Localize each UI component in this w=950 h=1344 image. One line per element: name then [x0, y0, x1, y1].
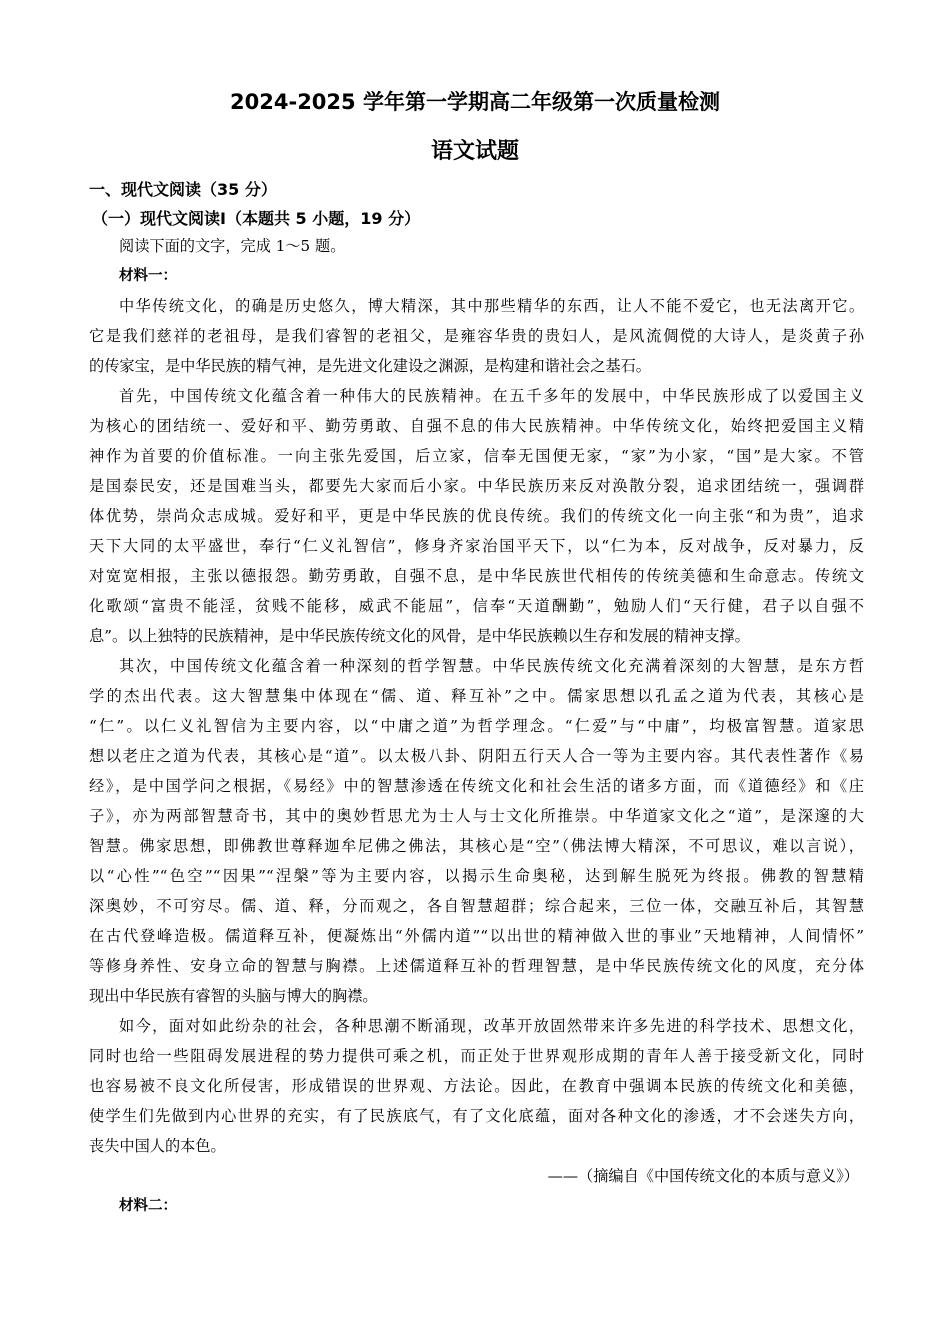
paragraph-line: 首先，中国传统文化蕴含着一种伟大的民族精神。在五千多年的发展中，中华民族形成了以爱国主义	[119, 387, 864, 405]
paragraph-line: 经》，是中国学问之根据，《易经》中的智慧渗透在传统文化和社会生活的诸多方面，而《道德经》和《庄	[89, 777, 864, 795]
material-one-label: 材料一：	[119, 268, 177, 284]
paragraph-line: 息”。以上独特的民族精神，是中华民族传统文化的风骨，是中华民族赖以生存和发展的精神支撑。	[89, 627, 750, 645]
paragraph-line: 等修身养性、安身立命的智慧与胸襟。上述儒道释互补的哲理智慧，是中华民族传统文化的风度，充分体	[89, 957, 864, 975]
paragraph-line: 是国泰民安，还是国难当头，都要先大家而后小家。中华民族历来反对涣散分裂，追求团结统一，强调群	[89, 477, 864, 495]
paragraph-line: 对宽宽相报，主张以德报怨。勤劳勇敢，自强不息，是中华民族世代相传的传统美德和生命意志。传统文	[89, 567, 864, 585]
paragraph-line: 在古代登峰造极。儒道释互补，便凝炼出“外儒内道”“以出世的精神做入世的事业”天地精神，人间情怀”	[89, 927, 864, 945]
paragraph-line: 同时也给一些阻碍发展进程的势力提供可乘之机，而正处于世界观形成期的青年人善于接受新文化，同时	[89, 1047, 864, 1065]
section-heading: 一、现代文阅读（35 分）	[89, 180, 277, 199]
material-two-label: 材料二：	[119, 1198, 177, 1214]
subsection-heading: （一）现代文阅读Ⅰ（本题共 5 小题，19 分）	[92, 209, 421, 228]
paragraph-line: 化歌颂“富贵不能淫，贫贱不能移，威武不能屈”，信奉“天道酬勤”，勉励人们“天行健，君子以自强不	[89, 597, 864, 615]
paragraph-line: 也容易被不良文化所侵害，形成错误的世界观、方法论。因此，在教育中强调本民族的传统文化和美德，	[89, 1077, 864, 1095]
paragraph-line: 丧失中国人的本色。	[89, 1137, 226, 1155]
paragraph-line: 现出中华民族有睿智的头脑与博大的胸襟。	[89, 987, 378, 1005]
paragraph-line: 使学生们先做到内心世界的充实，有了民族底气，有了文化底蕴，面对各种文化的渗透，才不会迷失方向，	[89, 1107, 864, 1125]
paragraph-line: 如今，面对如此纷杂的社会，各种思潮不断涌现，改革开放固然带来许多先进的科学技术、思想文化，	[119, 1017, 864, 1035]
paragraph-line: 天下大同的太平盛世，奉行“仁义礼智信”，修身齐家治国平天下，以“仁为本，反对战争，反对暴力，反	[89, 537, 864, 555]
paragraph-line: 深奥妙，不可穷尽。儒、道、释，分而观之，各自智慧超群；综合起来，三位一体，交融互补后，其智慧	[89, 897, 864, 915]
paragraph-line: 子》，亦为两部智慧奇书，其中的奥妙哲思尤为士人与士文化所推崇。中华道家文化之“道”，是深邃的大	[89, 807, 864, 825]
paragraph-line: 以“心性”“色空”“因果”“涅槃”等为主要内容，以揭示生命奥秘，达到解生脱死为终报。佛教的智慧精	[89, 867, 864, 885]
paragraph-line: 体优势，崇尚众志成城。爱好和平，更是中华民族的优良传统。我们的传统文化一向主张“和为贵”，追求	[89, 507, 864, 525]
paragraph-line: 想以老庄之道为代表，其核心是“道”。以太极八卦、阴阳五行天人合一等为主要内容。其代表性著作《易	[89, 747, 864, 765]
exam-title: 2024-2025 学年第一学期高二年级第一次质量检测	[230, 90, 720, 114]
instruction-text: 阅读下面的文字，完成 1～5 题。	[119, 237, 346, 255]
exam-subject-title: 语文试题	[430, 139, 519, 164]
paragraph-line: 其次，中国传统文化蕴含着一种深刻的哲学智慧。中华民族传统文化充满着深刻的大智慧，是东方哲	[119, 657, 864, 675]
paragraph-line: 的传家宝，是中华民族的精气神，是先进文化建设之渊源，是构建和谐社会之基石。	[89, 357, 651, 375]
paragraph-line: 学的杰出代表。这大智慧集中体现在“儒、道、释互补”之中。儒家思想以孔孟之道为代表，其核心是	[89, 687, 864, 705]
paragraph-line: 它是我们慈祥的老祖母，是我们睿智的老祖父，是雍容华贵的贵妇人，是风流倜傥的大诗人，是炎黄子孙	[89, 327, 864, 345]
paragraph-line: 智慧。佛家思想，即佛教世尊释迦牟尼佛之佛法，其核心是“空”（佛法博大精深，不可思议，难以言说），	[89, 837, 864, 855]
paragraph-line: “仁”。以仁义礼智信为主要内容，以“中庸之道”为哲学理念。“仁爱”与“中庸”，均极富智慧。道家思	[89, 717, 864, 735]
source-citation: ——（摘编自《中国传统文化的本质与意义》）	[547, 1167, 859, 1185]
paragraph-line: 中华传统文化，的确是历史悠久，博大精深，其中那些精华的东西，让人不能不爱它，也无法离开它。	[119, 297, 864, 315]
paragraph-line: 为核心的团结统一、爱好和平、勤劳勇敢、自强不息的伟大民族精神。中华传统文化，始终把爱国主义精	[89, 417, 864, 435]
paragraph-line: 神作为首要的价值标准。一向主张先爱国，后立家，信奉无国便无家，“家”为小家，“国”是大家。不管	[89, 447, 864, 465]
